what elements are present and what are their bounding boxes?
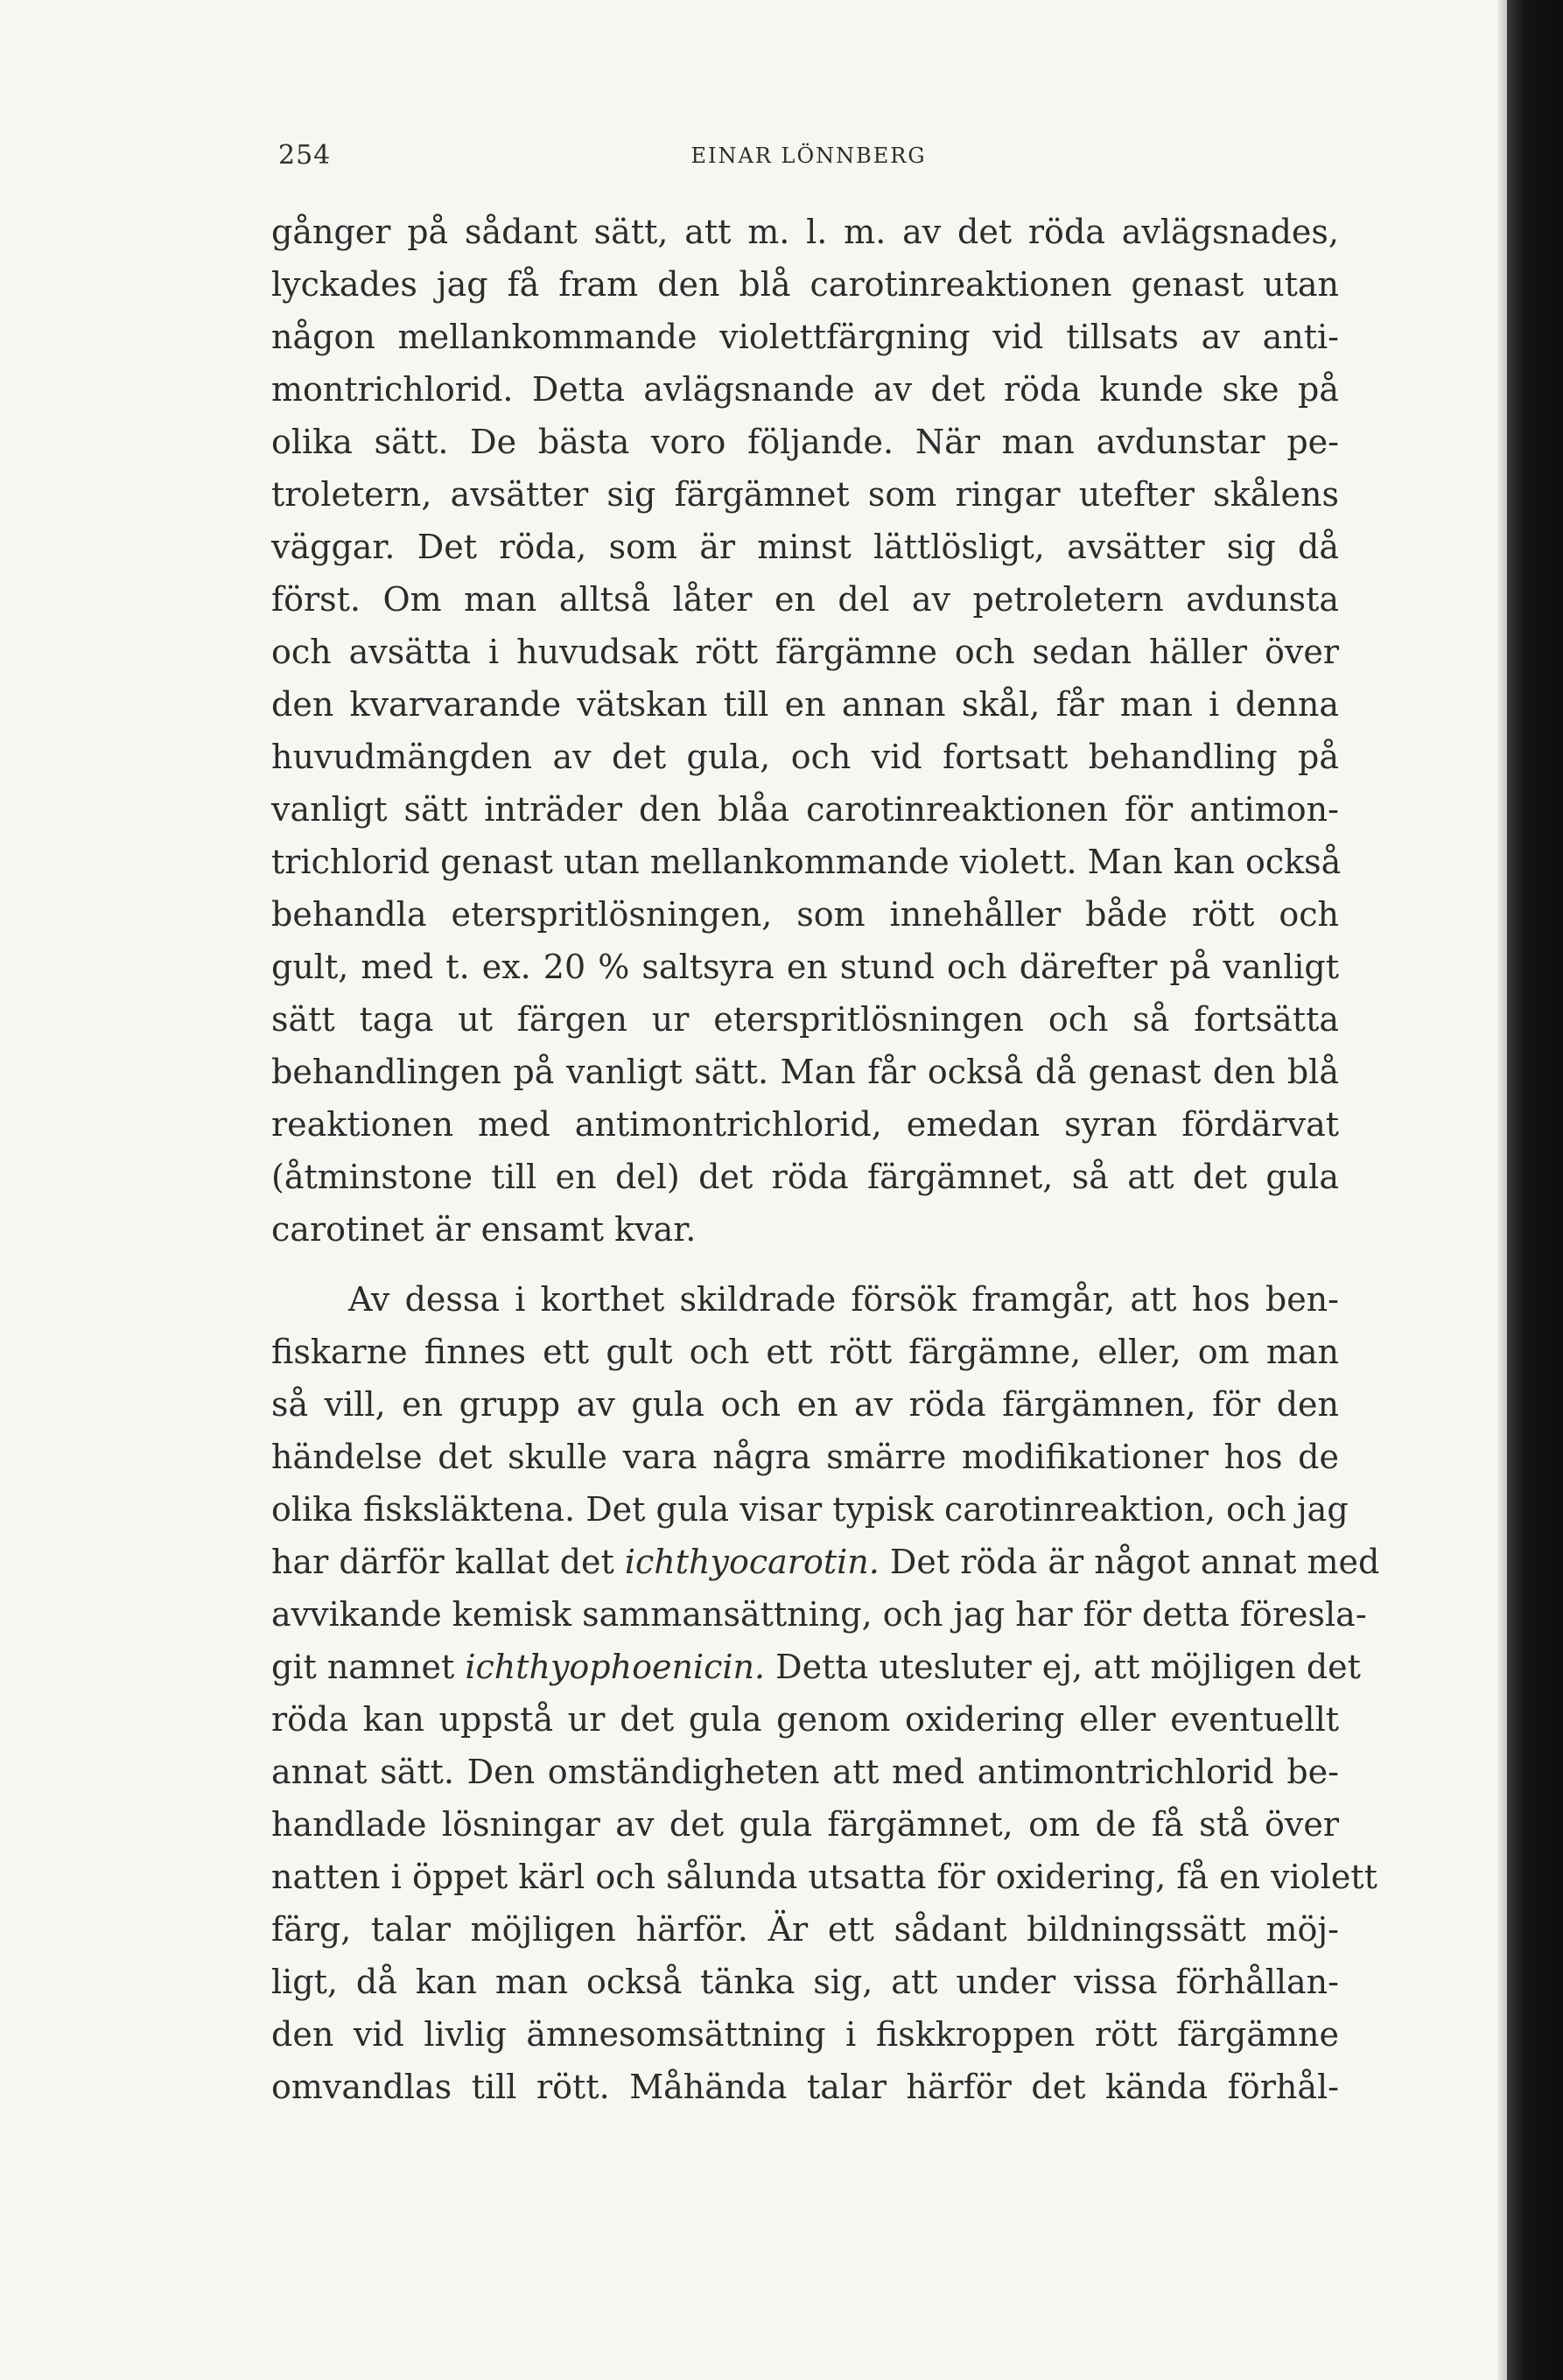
text-line: (åtminstone till en del) det röda färgämnet, så att det gula <box>271 1158 1339 1196</box>
text-line: huvudmängden av det gula, och vid fortsatt behandling på <box>271 738 1339 776</box>
text-line: avvikande kemisk sammansättning, och jag har för detta föresla- <box>271 1595 1367 1634</box>
text-line: behandlingen på vanligt sätt. Man får också då genast den blå <box>271 1053 1339 1091</box>
text-line: någon mellankommande violettfärgning vid tillsats av anti- <box>271 318 1339 356</box>
text-line: den kvarvarande vätskan till en annan skål, får man i denna <box>271 685 1339 724</box>
page-edge-shadow <box>1498 0 1507 2380</box>
text-line <box>271 1536 1380 1588</box>
text-line: så vill, en grupp av gula och en av röda färgämnen, för den <box>271 1385 1339 1424</box>
paragraph-2 <box>271 1273 1380 2113</box>
body-text <box>271 206 1380 2113</box>
text-line: väggar. Det röda, som är minst lättlösligt, avsätter sig då <box>271 528 1339 566</box>
text-line: lyckades jag få fram den blå carotinreaktionen genast utan <box>271 265 1339 304</box>
text-line: gånger på sådant sätt, att m. l. m. av det röda avlägsnades, <box>271 213 1339 251</box>
running-head: EINAR LÖNNBERG <box>690 144 927 168</box>
text-line: händelse det skulle vara några smärre modifikationer hos de <box>271 1438 1339 1476</box>
text-line: vanligt sätt inträder den blåa carotinreaktionen för antimon- <box>271 790 1339 829</box>
text-line: trichlorid genast utan mellankommande violett. Man kan också <box>271 843 1342 881</box>
text-line: handlade lösningar av det gula färgämnet, om de få stå över <box>271 1805 1339 1844</box>
paragraph-1 <box>271 206 1342 1256</box>
text-line: carotinet är ensamt kvar. <box>271 1210 697 1249</box>
text-line: sätt taga ut färgen ur eterspritlösningen och så fortsätta <box>271 1000 1339 1039</box>
text-line: omvandlas till rött. Måhända talar härför det kända förhål- <box>271 2068 1339 2106</box>
term-ichthyocarotin: ichthyocarotin. <box>624 1543 880 1581</box>
text-fragment: Detta utesluter ej, att möjligen det <box>765 1648 1361 1686</box>
text-line: olika sätt. De bästa voro följande. När man avdunstar pe- <box>271 423 1339 461</box>
text-line: annat sätt. Den omständigheten att med antimontrichlorid be- <box>271 1753 1339 1791</box>
text-line: röda kan uppstå ur det gula genom oxidering eller eventuellt <box>271 1700 1339 1739</box>
term-ichthyophoenicin: ichthyophoenicin. <box>465 1648 766 1686</box>
text-line: olika fisksläktena. Det gula visar typisk carotinreaktion, och jag <box>271 1490 1349 1529</box>
text-line: fiskarne finnes ett gult och ett rött färgämne, eller, om man <box>271 1333 1339 1371</box>
text-line: montrichlorid. Detta avlägsnande av det röda kunde ske på <box>271 370 1339 409</box>
text-line: gult, med t. ex. 20 % saltsyra en stund och därefter på vanligt <box>271 948 1339 986</box>
page-number: 254 <box>278 140 332 171</box>
text-fragment: Det röda är något annat med <box>879 1543 1380 1581</box>
text-line: behandla eterspritlösningen, som innehåller både rött och <box>271 895 1339 934</box>
text-line: först. Om man alltså låter en del av petroletern avdunsta <box>271 580 1339 619</box>
paragraph-gap <box>271 1256 1339 1273</box>
text-line: troletern, avsätter sig färgämnet som ringar utefter skålens <box>271 475 1339 514</box>
text-line: och avsätta i huvudsak rött färgämne och sedan häller över <box>271 633 1339 671</box>
scan-border <box>1507 0 1563 2380</box>
page-header <box>278 140 1339 175</box>
text-line: färg, talar möjligen härför. Är ett sådant bildningssätt möj- <box>271 1910 1339 1949</box>
text-fragment: git namnet <box>271 1648 466 1686</box>
text-fragment: har därför kallat det <box>271 1543 625 1581</box>
text-line: Av dessa i korthet skildrade försök framgår, att hos ben- <box>348 1280 1339 1319</box>
text-line: den vid livlig ämnesomsättning i fiskkroppen rött färgämne <box>271 2015 1339 2054</box>
text-line <box>271 1641 1361 1693</box>
text-line: ligt, då kan man också tänka sig, att under vissa förhållan- <box>271 1963 1339 2001</box>
text-line: reaktionen med antimontrichlorid, emedan syran fördärvat <box>271 1105 1339 1144</box>
text-line: natten i öppet kärl och sålunda utsatta för oxidering, få en violett <box>271 1858 1377 1896</box>
